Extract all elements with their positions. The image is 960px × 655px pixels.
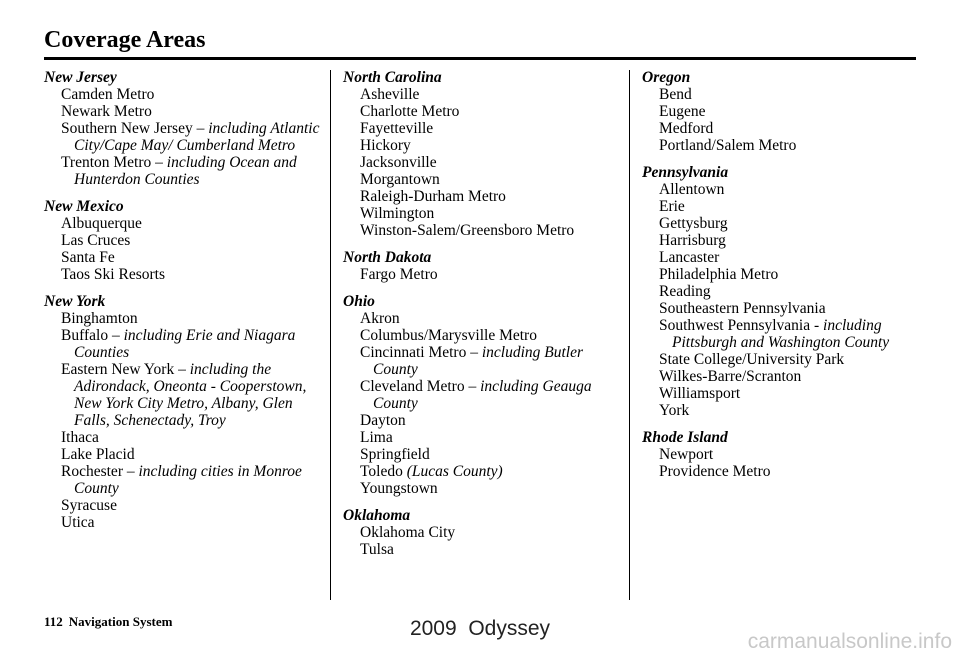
- coverage-area-item: [61, 249, 324, 266]
- area-note: including Pittsburgh and Washington County: [672, 317, 890, 351]
- area-name: Southern New Jersey: [61, 120, 193, 137]
- state-section: [44, 69, 324, 188]
- area-name: State College/University Park: [659, 351, 845, 368]
- area-name: Albuquerque: [61, 215, 142, 232]
- area-name: Newport: [659, 446, 714, 463]
- area-name: Portland/Salem Metro: [659, 137, 797, 154]
- area-name: Southwest Pennsylvania: [659, 317, 811, 334]
- coverage-area-item: [61, 86, 324, 103]
- state-section: [44, 198, 324, 283]
- state-section: [343, 507, 623, 558]
- area-name: Newark Metro: [61, 103, 152, 120]
- title-rule: [44, 57, 916, 60]
- area-name: Winston-Salem/Greensboro Metro: [360, 222, 575, 239]
- state-heading: New York: [44, 293, 106, 310]
- area-name: Santa Fe: [61, 249, 115, 266]
- area-name: Syracuse: [61, 497, 117, 514]
- area-name: Bend: [659, 86, 692, 103]
- state-heading: Oregon: [642, 69, 691, 86]
- coverage-area-item: [360, 154, 623, 171]
- coverage-area-item: [360, 463, 623, 480]
- area-separator: –: [151, 154, 167, 171]
- column-2: [343, 69, 623, 568]
- area-name: Providence Metro: [659, 463, 771, 480]
- area-name: Jacksonville: [360, 154, 437, 171]
- area-name: Lake Placid: [61, 446, 135, 463]
- coverage-area-item: [360, 103, 623, 120]
- area-name: Philadelphia Metro: [659, 266, 779, 283]
- area-name: Taos Ski Resorts: [61, 266, 165, 283]
- coverage-area-item: [360, 266, 623, 283]
- area-note: including Atlantic City/Cape May/ Cumberland Metro: [74, 120, 320, 154]
- area-name: Medford: [659, 120, 714, 137]
- area-name: Southeastern Pennsylvania: [659, 300, 826, 317]
- coverage-area-item: [61, 215, 324, 232]
- state-section: [343, 249, 623, 283]
- area-name: Eugene: [659, 103, 706, 120]
- page-number: 112: [44, 614, 63, 629]
- area-name: Erie: [659, 198, 685, 215]
- state-section: [642, 69, 922, 154]
- coverage-area-item: [659, 103, 922, 120]
- coverage-area-item: [61, 446, 324, 463]
- state-section: [642, 429, 922, 480]
- state-section: [44, 293, 324, 531]
- area-separator: –: [108, 327, 124, 344]
- area-separator: –: [174, 361, 190, 378]
- area-name: Hickory: [360, 137, 411, 154]
- state-heading: Oklahoma: [343, 507, 411, 524]
- area-separator: -: [810, 317, 824, 334]
- area-name: Harrisburg: [659, 232, 726, 249]
- state-section: [343, 293, 623, 497]
- area-name: Utica: [61, 514, 95, 531]
- coverage-area-item: [360, 188, 623, 205]
- state-heading: North Dakota: [343, 249, 432, 266]
- coverage-area-item: [61, 361, 324, 429]
- area-note: including cities in Monroe County: [74, 463, 302, 497]
- coverage-area-item: [61, 266, 324, 283]
- coverage-area-item: [659, 317, 922, 351]
- coverage-area-item: [659, 181, 922, 198]
- area-note: (Lucas County): [406, 463, 503, 480]
- coverage-area-item: [659, 283, 922, 300]
- footer-model-label: 2009 Odyssey: [409, 617, 551, 640]
- column-divider-1: [330, 70, 331, 600]
- area-name: Wilkes-Barre/Scranton: [659, 368, 802, 385]
- coverage-area-item: [659, 446, 922, 463]
- area-name: Allentown: [659, 181, 725, 198]
- coverage-area-item: [360, 310, 623, 327]
- area-name: Charlotte Metro: [360, 103, 460, 120]
- area-name: Camden Metro: [61, 86, 155, 103]
- state-heading: Ohio: [343, 293, 375, 310]
- area-name: Cincinnati Metro: [360, 344, 467, 361]
- area-name: Buffalo: [61, 327, 109, 344]
- coverage-area-item: [360, 137, 623, 154]
- area-name: Cleveland Metro: [360, 378, 465, 395]
- coverage-area-item: [659, 232, 922, 249]
- coverage-area-item: [61, 103, 324, 120]
- area-name: Oklahoma City: [360, 524, 456, 541]
- coverage-area-item: [61, 429, 324, 446]
- state-heading: New Jersey: [44, 69, 117, 86]
- area-note: including Butler County: [373, 344, 583, 378]
- area-note: including Geauga County: [373, 378, 592, 412]
- coverage-area-item: [659, 198, 922, 215]
- coverage-area-item: [659, 137, 922, 154]
- coverage-area-item: [659, 300, 922, 317]
- area-name: Williamsport: [659, 385, 741, 402]
- state-heading: Pennsylvania: [642, 164, 729, 181]
- coverage-area-item: [659, 402, 922, 419]
- area-separator: –: [466, 344, 482, 361]
- area-separator: –: [122, 463, 139, 480]
- state-heading: Rhode Island: [642, 429, 728, 446]
- area-name: Reading: [659, 283, 711, 300]
- coverage-area-item: [360, 120, 623, 137]
- area-name: Eastern New York: [61, 361, 175, 378]
- area-name: Asheville: [360, 86, 420, 103]
- coverage-area-item: [360, 446, 623, 463]
- area-name: Rochester: [61, 463, 123, 480]
- coverage-area-item: [360, 378, 623, 412]
- state-heading: New Mexico: [44, 198, 124, 215]
- area-name: Lima: [360, 429, 393, 446]
- coverage-area-item: [659, 385, 922, 402]
- coverage-area-item: [61, 120, 324, 154]
- area-name: Akron: [360, 310, 400, 327]
- coverage-area-item: [61, 232, 324, 249]
- coverage-area-item: [360, 222, 623, 239]
- area-name: York: [659, 402, 690, 419]
- area-name: Morgantown: [360, 171, 440, 188]
- area-name: Columbus/Marysville Metro: [360, 327, 537, 344]
- area-separator: –: [464, 378, 481, 395]
- area-name: Toledo: [360, 463, 403, 480]
- coverage-area-item: [360, 344, 623, 378]
- area-name: Raleigh-Durham Metro: [360, 188, 506, 205]
- area-name: Dayton: [360, 412, 406, 429]
- coverage-area-item: [659, 249, 922, 266]
- coverage-area-item: [360, 86, 623, 103]
- column-1: [44, 69, 324, 541]
- area-name: Gettysburg: [659, 215, 728, 232]
- state-section: [642, 164, 922, 419]
- coverage-area-item: [360, 205, 623, 222]
- area-name: Springfield: [360, 446, 430, 463]
- column-divider-2: [629, 70, 630, 600]
- footer-section-title: Navigation System: [68, 614, 173, 629]
- coverage-area-item: [659, 86, 922, 103]
- area-name: Las Cruces: [61, 232, 131, 249]
- coverage-area-item: [61, 154, 324, 188]
- area-name: Binghamton: [61, 310, 138, 327]
- area-separator: –: [192, 120, 209, 137]
- coverage-area-item: [360, 327, 623, 344]
- area-note: including Erie and Niagara Counties: [74, 327, 296, 361]
- area-name: Lancaster: [659, 249, 720, 266]
- coverage-area-item: [360, 429, 623, 446]
- coverage-area-item: [659, 266, 922, 283]
- watermark: carmanualsonline.info: [747, 630, 952, 653]
- area-name: Wilmington: [360, 205, 435, 222]
- coverage-area-item: [61, 463, 324, 497]
- area-name: Tulsa: [360, 541, 394, 558]
- area-name: Youngstown: [360, 480, 438, 497]
- coverage-area-item: [360, 524, 623, 541]
- area-name: Fayetteville: [360, 120, 434, 137]
- area-note: including Ocean and Hunterdon Counties: [74, 154, 297, 188]
- coverage-area-item: [360, 412, 623, 429]
- area-name: Fargo Metro: [360, 266, 438, 283]
- area-name: Ithaca: [61, 429, 99, 446]
- coverage-area-item: [360, 541, 623, 558]
- column-3: [642, 69, 922, 490]
- coverage-area-item: [61, 327, 324, 361]
- coverage-area-item: [61, 514, 324, 531]
- coverage-area-item: [61, 310, 324, 327]
- coverage-area-item: [659, 368, 922, 385]
- coverage-area-item: [360, 480, 623, 497]
- page-title: Coverage Areas: [44, 27, 206, 53]
- area-note: including the Adirondack, Oneonta - Cooperstown, New York City Metro, Albany, Glen Falls, Schenectady, Troy: [74, 361, 307, 429]
- coverage-area-item: [659, 120, 922, 137]
- coverage-area-item: [61, 497, 324, 514]
- area-name: Trenton Metro: [61, 154, 152, 171]
- state-section: [343, 69, 623, 239]
- coverage-area-item: [659, 351, 922, 368]
- state-heading: North Carolina: [343, 69, 442, 86]
- coverage-area-item: [659, 463, 922, 480]
- coverage-area-item: [360, 171, 623, 188]
- coverage-area-item: [659, 215, 922, 232]
